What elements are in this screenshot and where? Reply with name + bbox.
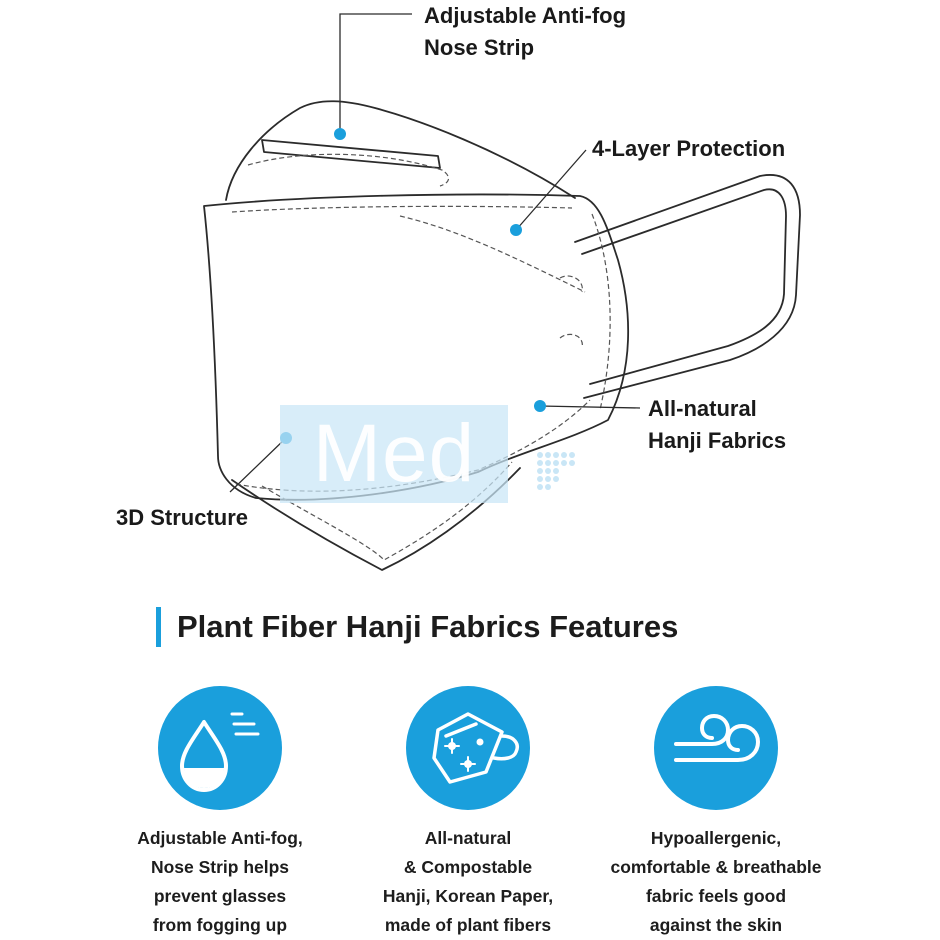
watermark-text: Med (312, 408, 476, 499)
callout-nose-strip (424, 0, 626, 64)
marker-layer (510, 224, 522, 236)
section-title (156, 606, 678, 648)
callout-natural-line2: Hanji Fabrics (648, 428, 787, 453)
mask-icon (406, 686, 530, 810)
feature-natural-line3: Hanji, Korean Paper, (382, 886, 554, 906)
feature-natural-line4: made of plant fibers (384, 915, 552, 935)
feature-hypoallergenic-line3: fabric feels good (645, 886, 787, 906)
feature-anti-fog-text (90, 824, 350, 940)
feature-hypoallergenic-line2: comfortable & breathable (610, 857, 822, 877)
callout-structure: 3D Structure (116, 505, 249, 530)
feature-anti-fog-line2: Nose Strip helps (150, 857, 290, 877)
section-title-text: Plant Fiber Hanji Fabrics Features (177, 609, 679, 644)
leader-layer (516, 150, 586, 230)
feature-hypoallergenic-line4: against the skin (649, 915, 783, 935)
water-drop-icon (158, 686, 282, 810)
feature-natural-text (338, 824, 598, 940)
callout-nose-strip-line1: Adjustable Anti-fog (424, 3, 627, 28)
callout-natural-line1: All-natural (648, 396, 757, 421)
callout-natural (648, 393, 786, 457)
leader-natural (540, 406, 640, 408)
mask-top-flap (226, 101, 575, 200)
nose-strip (262, 140, 440, 168)
feature-hypoallergenic-line1: Hypoallergenic, (650, 828, 782, 848)
feature-anti-fog-line3: prevent glasses (153, 886, 287, 906)
section-title-accent (156, 607, 161, 647)
feature-anti-fog-line1: Adjustable Anti-fog, (137, 828, 303, 848)
marker-natural (534, 400, 546, 412)
callout-nose-strip-line2: Nose Strip (424, 35, 535, 60)
watermark (280, 405, 508, 503)
marker-nose-strip (334, 128, 346, 140)
feature-anti-fog-line4: from fogging up (152, 915, 288, 935)
feature-hypoallergenic-text (586, 824, 846, 940)
feature-natural-line1: All-natural (424, 828, 512, 848)
leader-structure (230, 438, 286, 492)
feature-natural-line2: & Compostable (403, 857, 533, 877)
callout-layer: 4-Layer Protection (592, 136, 786, 161)
wind-icon (654, 686, 778, 810)
